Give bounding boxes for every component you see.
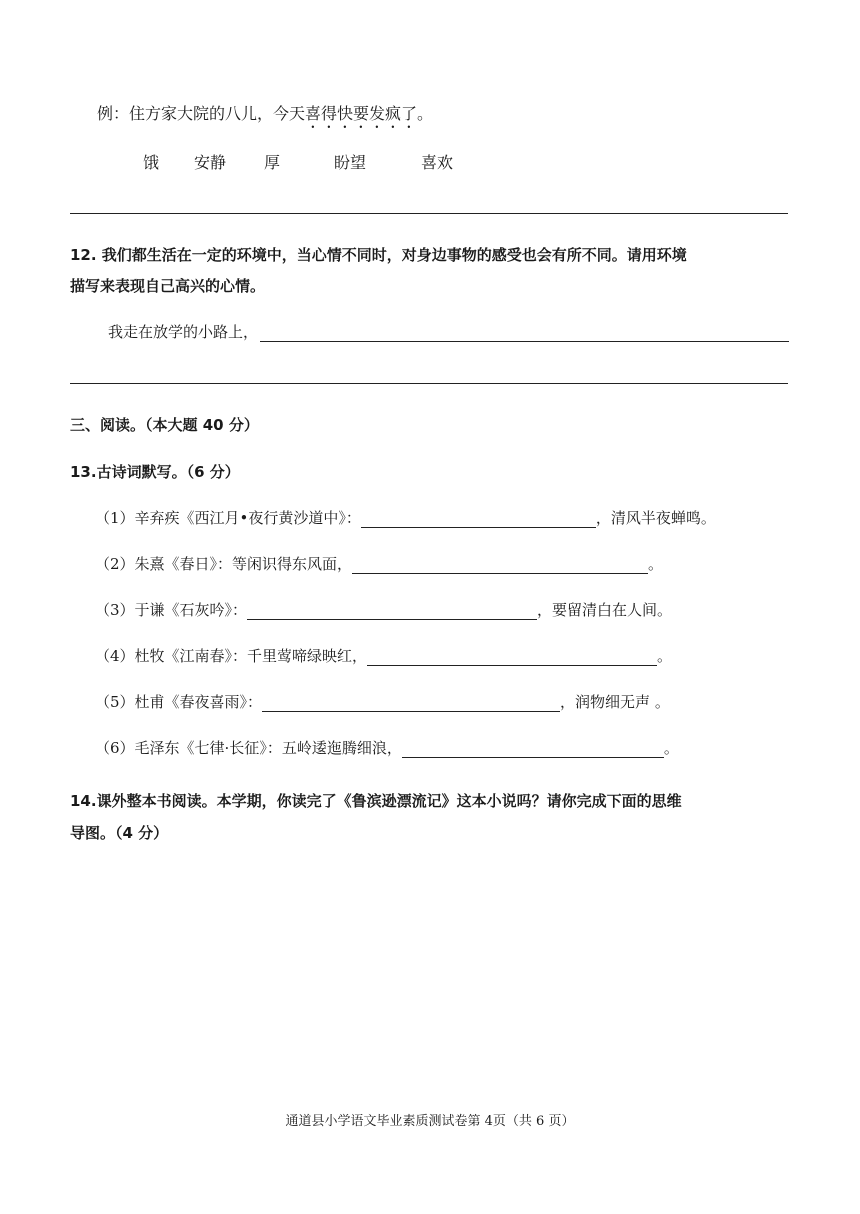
page-footer: 通道县小学语文毕业素质测试卷第 4页（共 6 页）: [285, 1114, 575, 1129]
q13-item-6-before: （6）毛泽东《七律·长征》：五岭逶迤腾细浪，: [95, 739, 402, 757]
q13-item-3-after: ，要留清白在人间。: [537, 601, 673, 619]
q13-item-5-before: （5）杜甫《春夜喜雨》：: [95, 693, 263, 711]
word-5: 喜欢: [421, 153, 454, 172]
q13-item-2-after: 。: [648, 555, 664, 573]
example-prefix: 例：住方家大院的八儿，今天: [97, 104, 306, 123]
q13-item-3-before: （3）于谦《石灰吟》：: [95, 601, 248, 619]
q13-item-3: [95, 599, 672, 620]
q12-line1: 12. 我们都生活在一定的环境中，当心情不同时，对身边事物的感受也会有所不同。请用环境: [70, 246, 687, 264]
q13-item-1: [95, 507, 716, 528]
q13-item-1-blank[interactable]: [361, 511, 596, 528]
word-3: 厚: [264, 153, 281, 172]
q13-item-4-blank[interactable]: [367, 649, 657, 666]
q13-item-5-blank[interactable]: [262, 695, 560, 712]
q13-item-1-after: ，清风半夜蝉鸣。: [595, 509, 716, 527]
q13-item-2: [95, 553, 663, 574]
q13-item-6-blank[interactable]: [402, 741, 664, 758]
q13-item-4-before: （4）杜牧《江南春》：千里莺啼绿映红，: [95, 647, 368, 665]
q13-item-1-before: （1）辛弃疾《西江月•夜行黄沙道中》：: [95, 509, 361, 527]
q14-line1: 14.课外整本书阅读。本学期，你读完了《鲁滨逊漂流记》这本小说吗？请你完成下面的思维: [70, 792, 682, 810]
q13-item-4-after: 。: [657, 647, 673, 665]
q13-item-5: [95, 691, 670, 712]
q13-title: 13.古诗词默写。（6 分）: [70, 463, 240, 481]
word-4: 盼望: [334, 153, 367, 172]
word-2: 安静: [194, 153, 227, 172]
example-emphasized: 喜得快要发疯了: [305, 104, 418, 123]
q12-blank[interactable]: [260, 325, 789, 342]
q13-item-2-before: （2）朱熹《春日》：等闲识得东风面，: [95, 555, 353, 573]
q12-answer-row: [108, 321, 789, 342]
q13-item-6-after: 。: [663, 739, 679, 757]
answer-line[interactable]: [70, 213, 788, 214]
word-1: 饿: [143, 153, 160, 172]
q13-item-6: [95, 737, 679, 758]
example-suffix: 。: [417, 104, 434, 123]
q13-item-5-after: ，润物细无声 。: [560, 693, 670, 711]
q14-line2: 导图。（4 分）: [70, 824, 169, 842]
section-title: 三、阅读。（本大题 40 分）: [70, 416, 259, 434]
q12-line2: 描写来表现自己高兴的心情。: [70, 277, 266, 295]
q13-item-4: [95, 645, 672, 666]
q13-item-3-blank[interactable]: [247, 603, 537, 620]
example-sentence: [97, 101, 433, 132]
q12-prompt: 我走在放学的小路上，: [108, 323, 259, 341]
answer-line-2[interactable]: [70, 383, 788, 384]
q13-item-2-blank[interactable]: [352, 557, 648, 574]
